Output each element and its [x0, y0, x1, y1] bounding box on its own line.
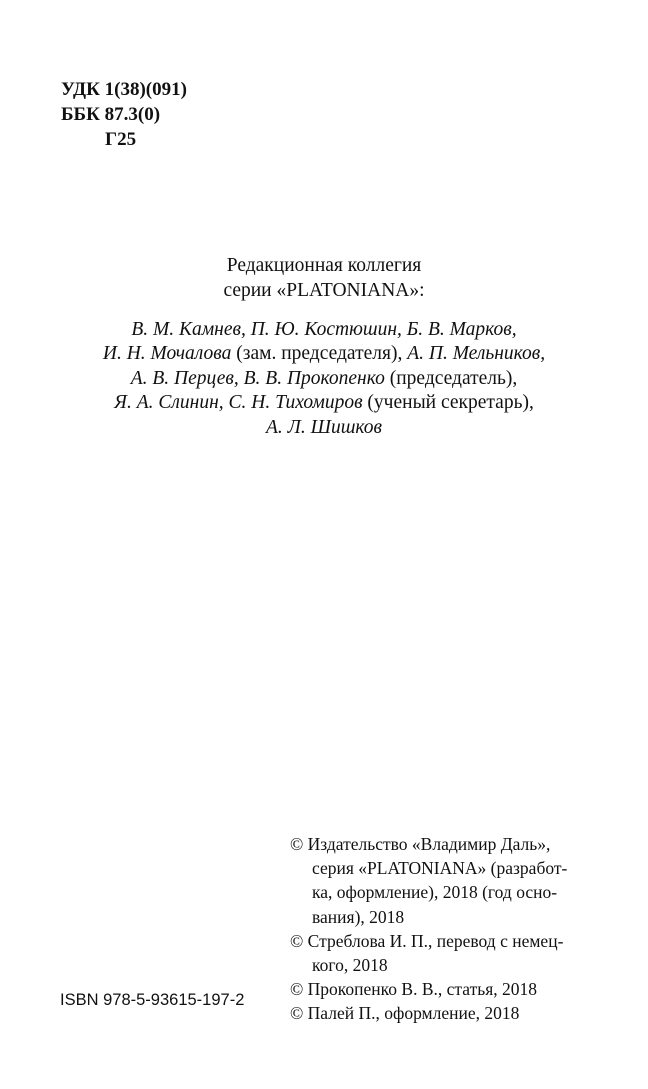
- copyright-line: © Стреблова И. П., перевод с немец-: [290, 930, 564, 951]
- member-role: (председатель),: [384, 367, 518, 389]
- member-names: А. В. Перцев, В. В. Прокопенко: [130, 367, 385, 389]
- author-mark: Г25: [105, 129, 137, 150]
- editorial-board-heading: [0, 253, 648, 303]
- board-members-line: [0, 342, 648, 366]
- editorial-board-members: [0, 318, 648, 440]
- copyright-notices: [290, 832, 590, 1026]
- bbk-code: ББК 87.3(0): [61, 104, 161, 125]
- board-members-line: [0, 416, 648, 440]
- board-heading-line-1: Редакционная коллегия: [226, 255, 422, 276]
- member-names: В. М. Камнев, П. Ю. Костюшин, Б. В. Марков,: [131, 319, 517, 340]
- copyright-line: © Прокопенко В. В., статья, 2018: [290, 979, 537, 1000]
- member-names: И. Н. Мочалова: [102, 343, 232, 365]
- bibliographic-codes: [61, 77, 187, 152]
- member-names: Я. А. Слинин, С. Н. Тихомиров: [114, 392, 363, 414]
- member-names: А. Л. Шишков: [265, 416, 383, 438]
- isbn: ISBN 978-5-93615-197-2: [60, 991, 245, 1009]
- member-role: (зам. председателя),: [231, 343, 408, 365]
- copyright-line: кого, 2018: [312, 955, 388, 976]
- udk-code: УДК 1(38)(091): [61, 79, 187, 100]
- member-role: (ученый секретарь),: [362, 392, 534, 414]
- copyright-line: вания), 2018: [312, 906, 405, 927]
- board-members-line: [0, 318, 648, 342]
- board-members-line: [0, 367, 648, 391]
- copyright-line: © Издательство «Владимир Даль»,: [290, 834, 551, 854]
- board-members-line: [0, 391, 648, 415]
- member-names: А. П. Мельников,: [407, 343, 546, 365]
- board-heading-line-2: серии «PLATONIANA»:: [223, 280, 425, 301]
- copyright-line: серия «PLATONIANA» (разработ-: [312, 858, 568, 879]
- copyright-line: ка, оформление), 2018 (год осно-: [312, 882, 558, 903]
- copyright-line: © Палей П., оформление, 2018: [290, 1003, 520, 1024]
